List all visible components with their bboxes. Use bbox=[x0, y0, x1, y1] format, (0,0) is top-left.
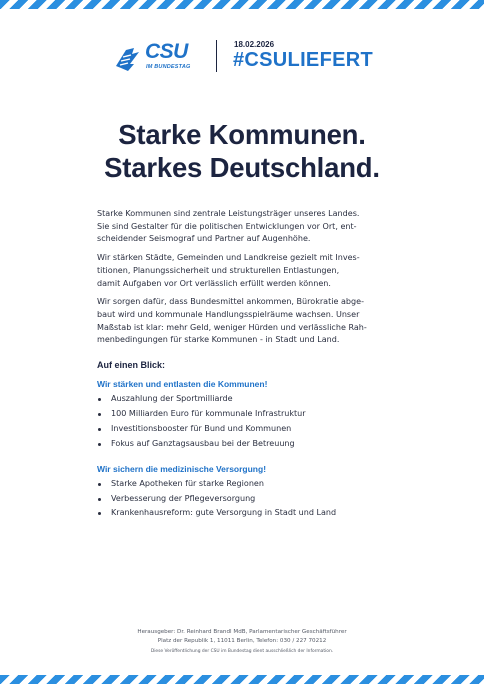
bullet-dot-icon bbox=[98, 512, 101, 515]
header-divider bbox=[216, 40, 217, 72]
list-item-text: Verbesserung der Pflegeversorgung bbox=[111, 493, 256, 503]
list-item-text: Starke Apotheken für starke Regionen bbox=[111, 478, 264, 488]
paragraph-line: Wir sorgen dafür, dass Bundesmittel ankommen, Bürokratie abge- bbox=[97, 297, 365, 307]
list-item bbox=[97, 506, 387, 521]
logo-wordmark: CSU bbox=[145, 40, 188, 63]
list-item bbox=[97, 407, 387, 422]
municipalities-list bbox=[97, 392, 387, 452]
bullet-dot-icon bbox=[98, 398, 101, 401]
paragraph-line: Wir stärken Städte, Gemeinden und Landkreise gezielt mit Inves- bbox=[97, 253, 360, 263]
csu-lion-logo-icon bbox=[112, 44, 142, 74]
footer-publisher: Herausgeber: Dr. Reinhard Brandl MdB, Parlamentarischer Geschäftsführer bbox=[137, 629, 347, 635]
main-content bbox=[97, 208, 387, 533]
list-item bbox=[97, 422, 387, 437]
top-stripe-border bbox=[0, 0, 484, 9]
footer-disclaimer: Diese Veröffentlichung der CSU im Bundestag dient ausschließlich der Information. bbox=[150, 649, 334, 654]
logo-subtitle: IM BUNDESTAG bbox=[146, 64, 191, 70]
header bbox=[0, 40, 484, 80]
paragraph-line: baut wird und kommunale Handlungsspielräume wachsen. Unser bbox=[97, 309, 360, 319]
intro-paragraph bbox=[97, 208, 387, 246]
list-item bbox=[97, 477, 387, 492]
footer bbox=[0, 628, 484, 657]
bullet-dot-icon bbox=[98, 483, 101, 486]
title-line: Starkes Deutschland. bbox=[104, 152, 380, 183]
footer-address: Platz der Republik 1, 11011 Berlin, Telefon: 030 / 227 70212 bbox=[157, 638, 327, 644]
bullet-dot-icon bbox=[98, 498, 101, 501]
page-title bbox=[0, 118, 484, 184]
section-heading-healthcare: Wir sichern die medizinische Versorgung! bbox=[97, 463, 267, 474]
campaign-hashtag: #CSULIEFERT bbox=[233, 49, 373, 71]
healthcare-list bbox=[97, 477, 387, 522]
paragraph-line: damit Aufgaben vor Ort verlässlich erfüllt werden können. bbox=[97, 278, 331, 288]
paragraph-line: Sie sind Gestalter für die politischen Entwicklungen vor Ort, ent- bbox=[97, 221, 357, 231]
list-item bbox=[97, 437, 387, 452]
title-line: Starke Kommunen. bbox=[118, 119, 366, 150]
section-heading-municipalities: Wir stärken und entlasten die Kommunen! bbox=[97, 379, 268, 390]
list-item-text: Investitionsbooster für Bund und Kommunen bbox=[111, 423, 292, 433]
federal-funds-paragraph bbox=[97, 296, 387, 347]
paragraph-line: scheidender Seismograf und Partner auf Augenhöhe. bbox=[97, 234, 311, 244]
paragraph-line: Starke Kommunen sind zentrale Leistungsträger unseres Landes. bbox=[97, 209, 360, 218]
bullet-dot-icon bbox=[98, 428, 101, 431]
list-item bbox=[97, 492, 387, 507]
list-item-text: Krankenhausreform: gute Versorgung in Stadt und Land bbox=[111, 508, 337, 518]
list-item bbox=[97, 392, 387, 407]
list-item-text: Fokus auf Ganztagsausbau bei der Betreuung bbox=[111, 438, 295, 448]
overview-heading: Auf einen Blick: bbox=[97, 360, 166, 371]
bullet-dot-icon bbox=[98, 413, 101, 416]
publication-date: 18.02.2026 bbox=[234, 40, 275, 49]
list-item-text: Auszahlung der Sportmilliarde bbox=[111, 394, 233, 404]
paragraph-line: Maßstab ist klar: mehr Geld, weniger Hürden und verlässliche Rah- bbox=[97, 322, 367, 332]
investment-paragraph bbox=[97, 252, 387, 290]
paragraph-line: menbedingungen für starke Kommunen - in Stadt und Land. bbox=[97, 335, 340, 345]
bullet-dot-icon bbox=[98, 443, 101, 446]
bottom-stripe-border bbox=[0, 675, 484, 684]
list-item-text: 100 Milliarden Euro für kommunale Infrastruktur bbox=[111, 408, 306, 418]
paragraph-line: titionen, Planungssicherheit und strukturellen Entlastungen, bbox=[97, 265, 340, 275]
